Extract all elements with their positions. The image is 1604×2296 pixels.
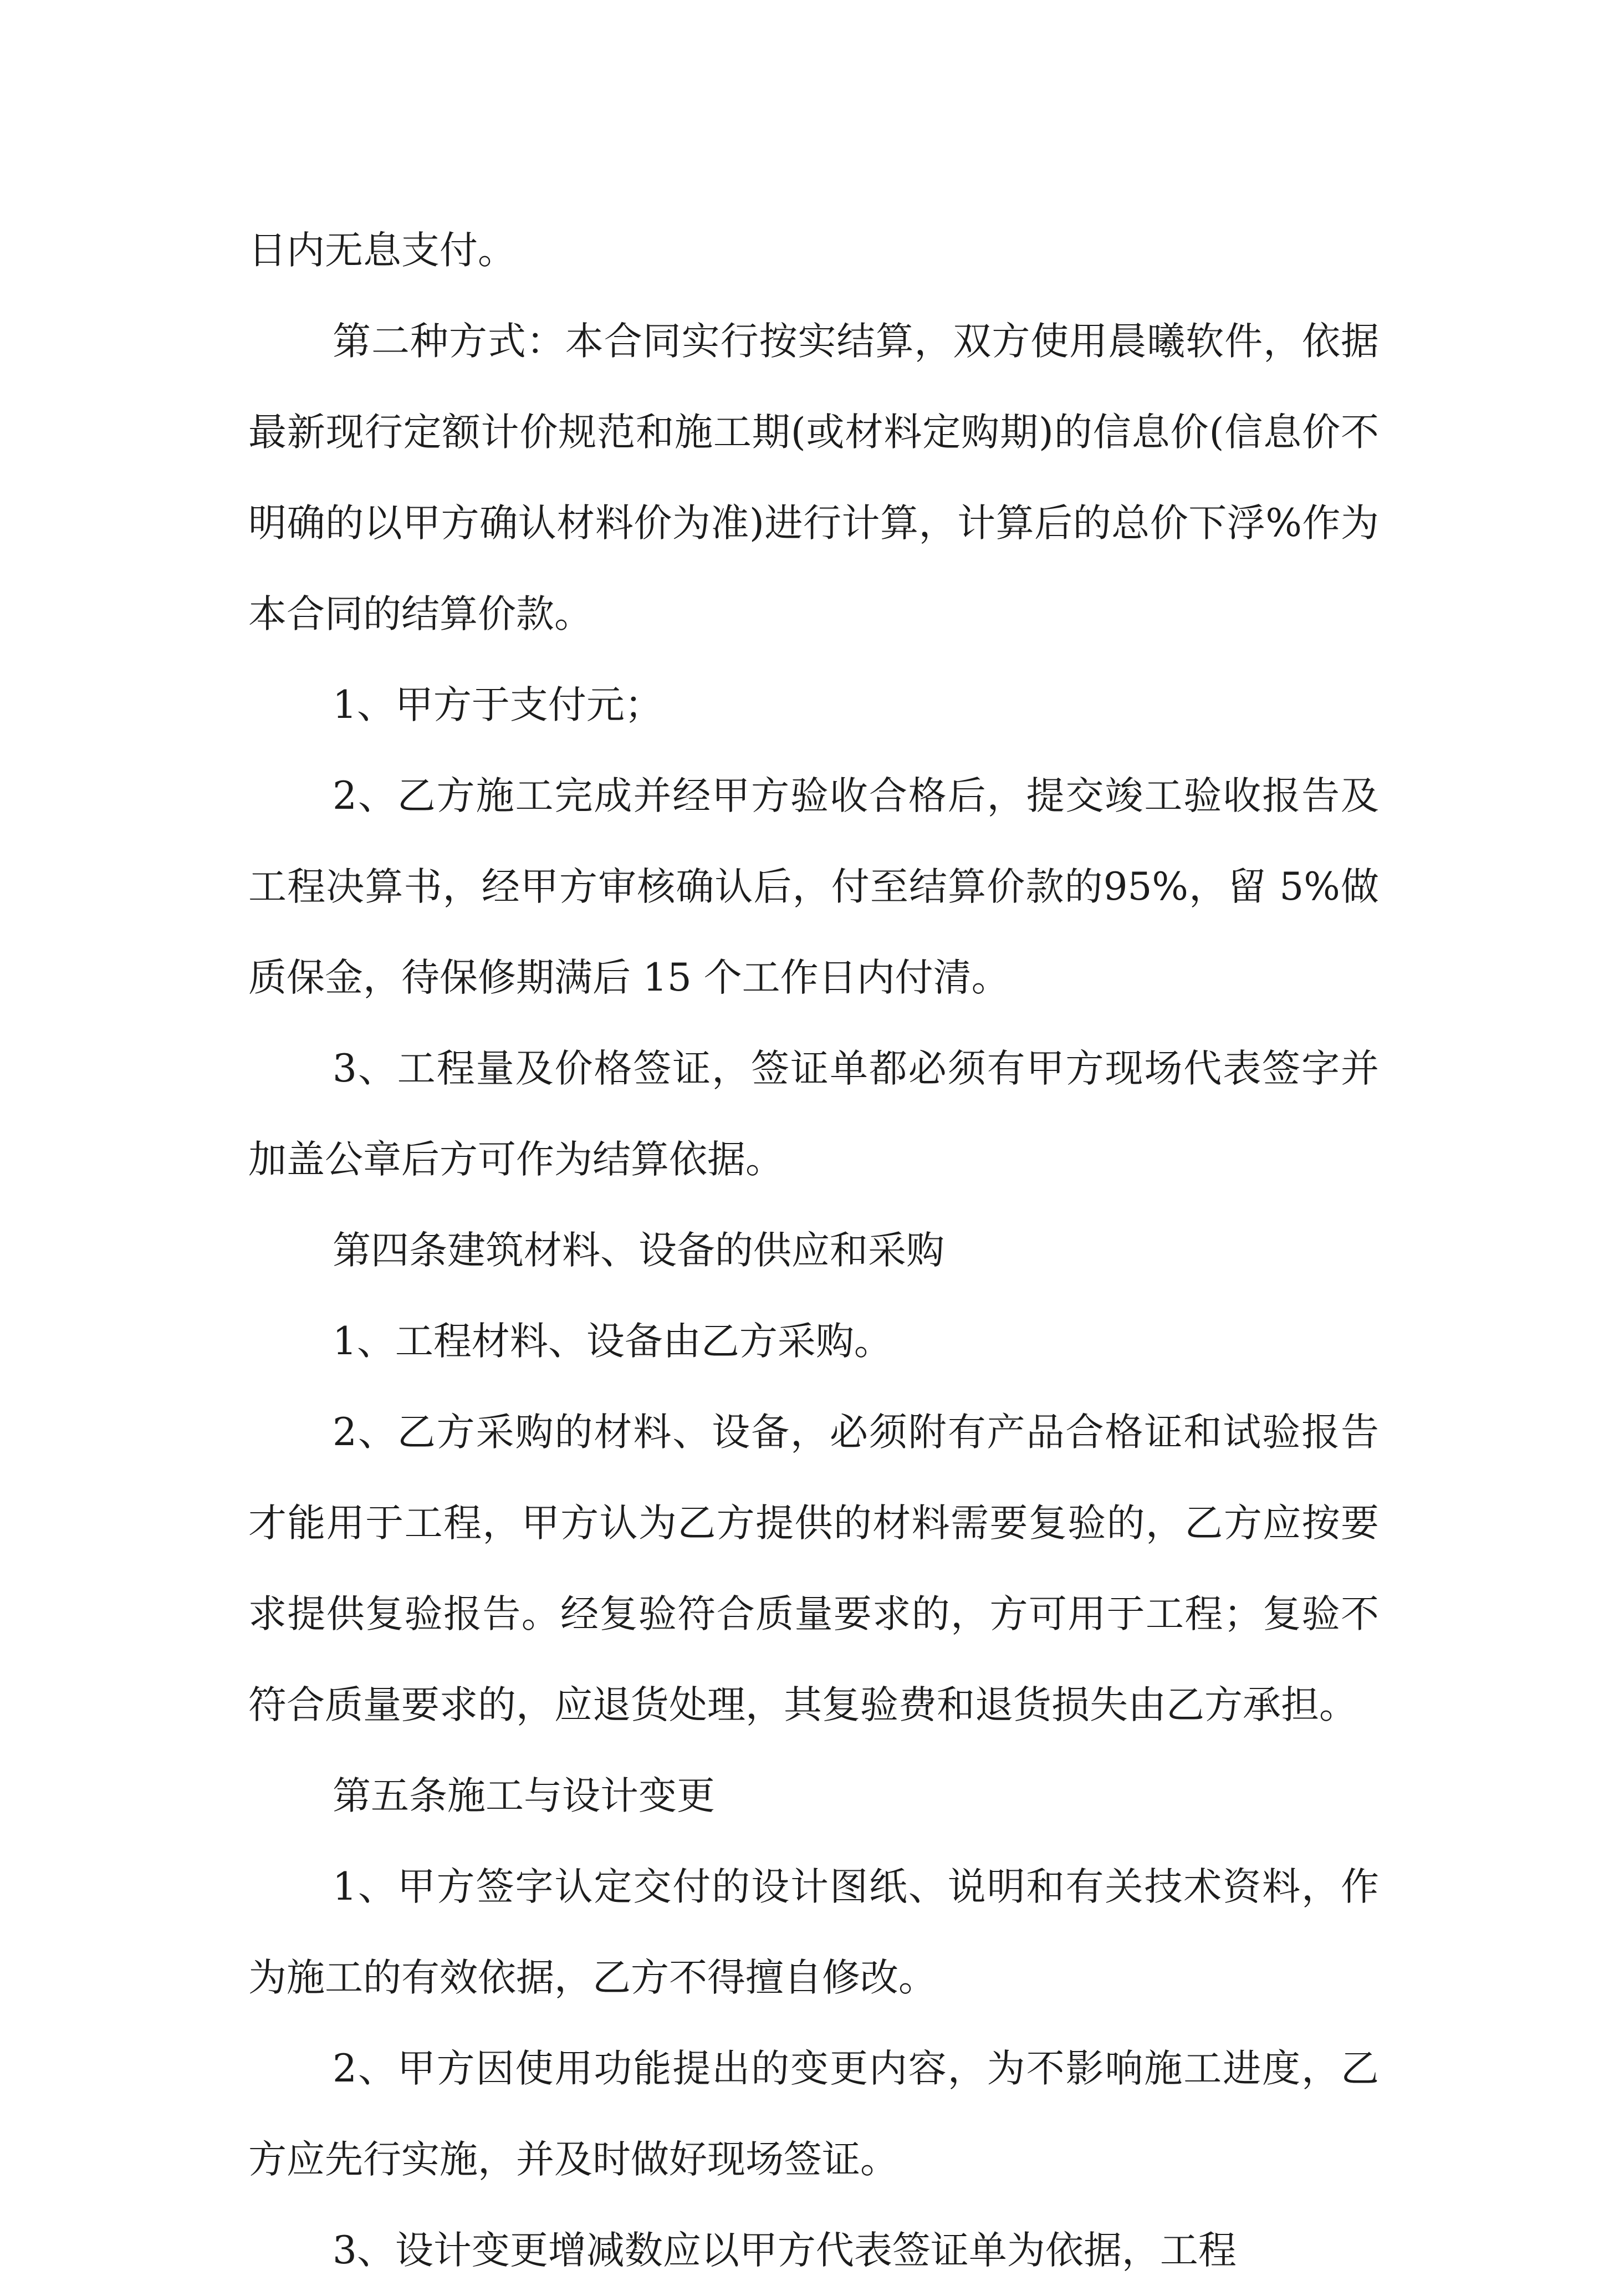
paragraph: 2、乙方施工完成并经甲方验收合格后，提交竣工验收报告及工程决算书，经甲方审核确认后，付至结算价款的95%，留 5%做质保金，待保修期满后 15 个工作日内付清。 bbox=[248, 774, 1379, 1000]
paragraph: 2、甲方因使用功能提出的变更内容，为不影响施工进度，乙方应先行实施，并及时做好现场签证。 bbox=[248, 2047, 1379, 2182]
paragraph: 3、工程量及价格签证，签证单都必须有甲方现场代表签字并加盖公章后方可作为结算依据。 bbox=[248, 1047, 1379, 1182]
document-page bbox=[248, 205, 1379, 2296]
section-heading: 第四条建筑材料、设备的供应和采购 bbox=[333, 1228, 944, 1273]
paragraph: 1、工程材料、设备由乙方采购。 bbox=[333, 1319, 892, 1364]
paragraph: 日内无息支付。 bbox=[248, 228, 516, 273]
section-heading: 第五条施工与设计变更 bbox=[333, 1774, 715, 1818]
paragraph: 第二种方式：本合同实行按实结算，双方使用晨曦软件，依据最新现行定额计价规范和施工期(或材料定购期)的信息价(信息价不明确的以甲方确认材料价为准)进行计算，计算后的总价下浮%作为本合同的结算价款。 bbox=[248, 319, 1379, 636]
paragraph: 2、乙方采购的材料、设备，必须附有产品合格证和试验报告才能用于工程，甲方认为乙方提供的材料需要复验的，乙方应按要求提供复验报告。经复验符合质量要求的，方可用于工程；复验不符合质量要求的，应退货处理，其复验费和退货损失由乙方承担。 bbox=[248, 1410, 1379, 1727]
paragraph: 1、甲方签字认定交付的设计图纸、说明和有关技术资料，作为施工的有效依据，乙方不得擅自修改。 bbox=[248, 1865, 1379, 2000]
paragraph: 3、设计变更增减数应以甲方代表签证单为依据，工程 bbox=[333, 2228, 1237, 2273]
paragraph: 1、甲方于支付元； bbox=[333, 683, 663, 727]
